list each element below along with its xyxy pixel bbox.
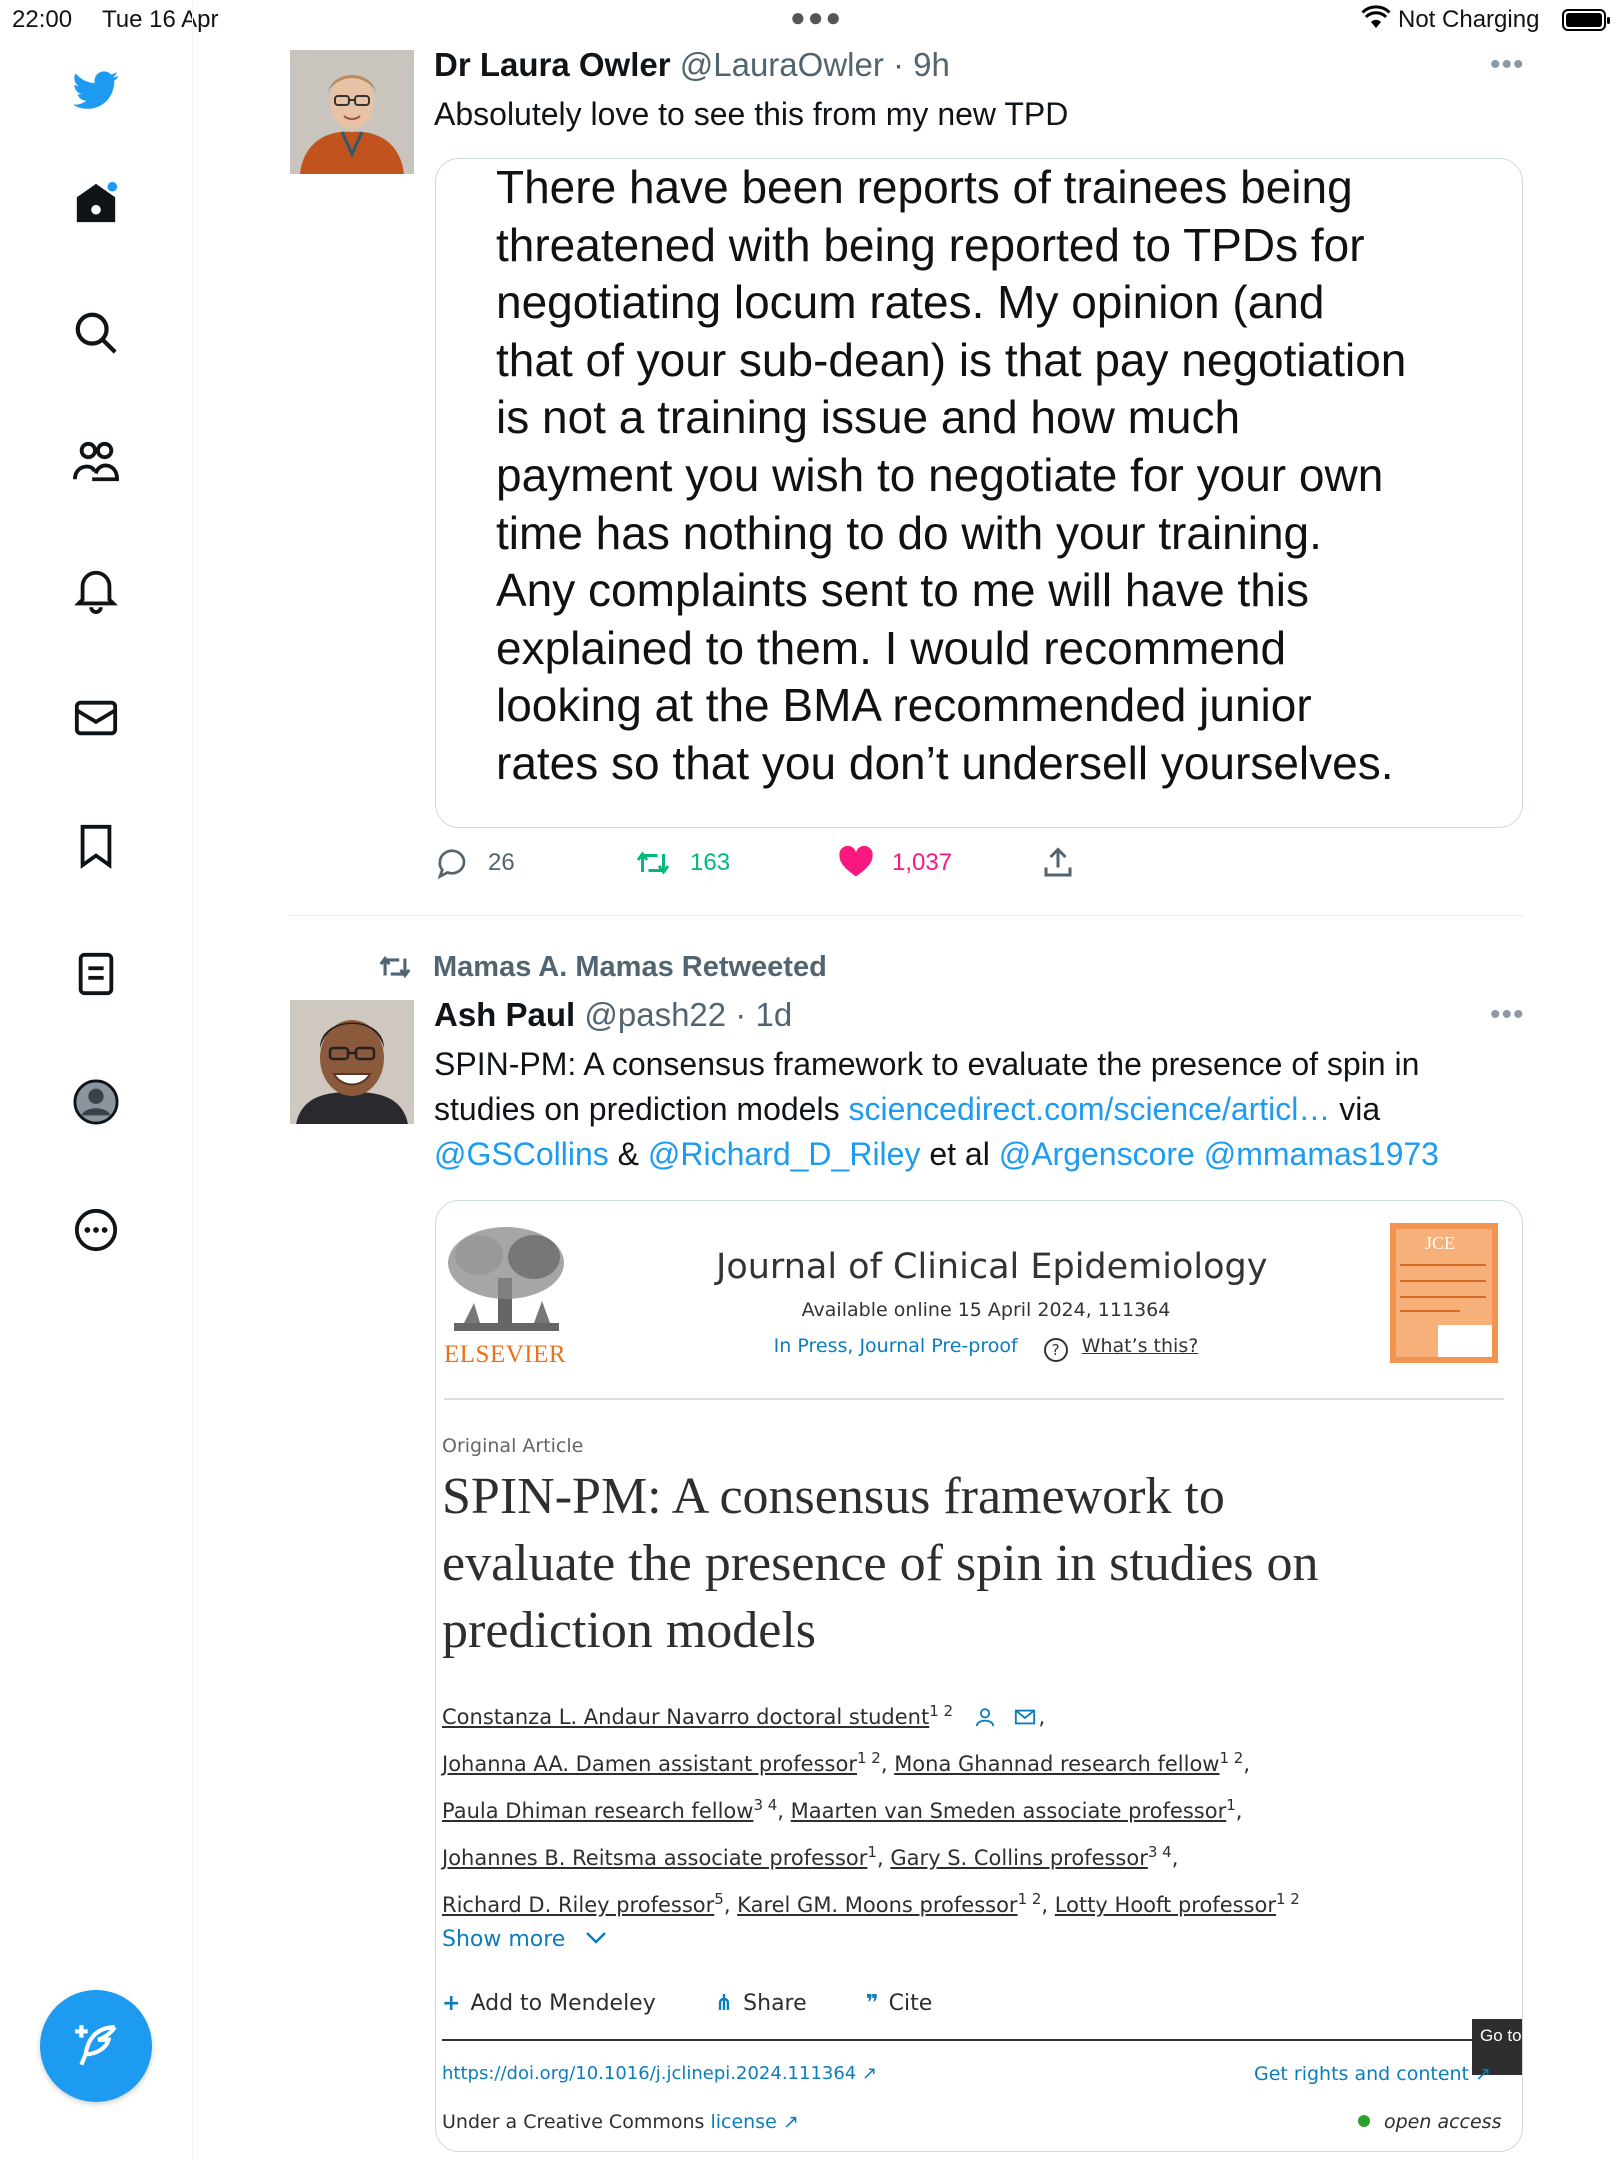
cc-text: Under a Creative Commons [442, 2111, 711, 2133]
tweet2-more-icon[interactable]: ••• [1490, 998, 1525, 1031]
open-access-dot-icon [1358, 2115, 1370, 2127]
tweet1-name[interactable]: Dr Laura Owler [434, 46, 671, 83]
author-affil: 5 [714, 1890, 724, 1908]
retweeted-by-banner[interactable] [375, 950, 827, 984]
author-email-icon [1012, 1706, 1038, 1728]
battery-icon [1562, 9, 1606, 31]
tweet2-name[interactable]: Ash Paul [434, 996, 576, 1033]
quote-line: negotiating locum rates. My opinion (and [496, 276, 1325, 329]
article-title-line: evaluate the presence of spin in studies on [442, 1535, 1319, 1592]
share-label: Share [743, 1991, 807, 2016]
author-name: Karel GM. Moons professor [737, 1893, 1018, 1917]
status-time: 22:00 [12, 6, 73, 33]
rights-link: Get rights and content ↗ [1254, 2063, 1491, 2085]
author-person-icon [972, 1706, 998, 1728]
author-list [442, 1691, 1300, 1926]
tweet1-actions [0, 845, 1620, 895]
quoted-statement [496, 159, 1496, 793]
retweeted-by-text[interactable]: Mamas A. Mamas Retweeted [433, 950, 827, 983]
elsevier-wordmark: ELSEVIER [444, 1341, 567, 1368]
author-affil: 1 2 [1017, 1890, 1042, 1908]
twitter-logo-icon[interactable] [66, 60, 126, 120]
show-more-label: Show more [442, 1927, 566, 1952]
author-affil: 1 2 [929, 1702, 954, 1720]
reply-icon [434, 845, 470, 881]
show-more-link [442, 1927, 608, 1952]
whats-this-link: What’s this? [1081, 1335, 1199, 1357]
author-affil: 1 2 [1219, 1749, 1244, 1767]
author-affil: 1 [1226, 1796, 1236, 1814]
tweet-divider [290, 915, 1523, 916]
sidebar [0, 0, 193, 2160]
wifi-icon [1362, 8, 1390, 37]
tools-divider [442, 2039, 1502, 2041]
author-name: Maarten van Smeden associate professor [790, 1799, 1227, 1823]
heart-filled-icon [838, 845, 874, 881]
header-divider [444, 1398, 1504, 1400]
article-tools [442, 1991, 984, 2016]
tweet2-image-article[interactable] [435, 1200, 1569, 2152]
doi-text: https://doi.org/10.1016/j.jclinepi.2024.111364 [442, 2063, 857, 2084]
author-line-4: Johannes B. Reitsma associate professor$^1$, Gary S. Collins professor$^{3 4}$, [442, 1843, 1179, 1870]
share-button[interactable] [1040, 845, 1076, 881]
cover-label: JCE [1424, 1233, 1456, 1253]
author-name: Lotty Hooft professor [1054, 1893, 1276, 1917]
tweet2-etal: et al [920, 1136, 999, 1172]
plus-icon: + [442, 1991, 461, 2016]
share-upload-icon [1040, 845, 1076, 881]
author-name: Mona Ghannad research fellow [894, 1752, 1220, 1776]
mention-mmamas1973[interactable]: @mmamas1973 [1203, 1136, 1439, 1172]
author-affil: 3 4 [753, 1796, 778, 1814]
author-name: Richard D. Riley professor [442, 1893, 715, 1917]
tweet2-line2-text: studies on prediction models [434, 1091, 849, 1127]
quote-line: rates so that you don’t undersell yourselves. [496, 736, 1394, 789]
quote-marks-icon: ❞ [865, 1991, 879, 2016]
reply-count: 26 [488, 849, 515, 876]
status-bar [0, 0, 1620, 40]
tweet2-author[interactable] [434, 996, 792, 1034]
question-mark-icon: ? [1044, 1338, 1068, 1362]
article-title-line: SPIN-PM: A consensus framework to [442, 1468, 1225, 1525]
retweet-icon [634, 845, 672, 881]
license-line: Under a Creative Commons license ↗ [442, 2111, 799, 2133]
quote-line: is not a training issue and how much [496, 391, 1241, 444]
author-affil: 3 4 [1147, 1843, 1172, 1861]
journal-available: Available online 15 April 2024, 111364 [801, 1299, 1171, 1321]
mention-argenscore[interactable]: @Argenscore [998, 1136, 1195, 1172]
like-count: 1,037 [892, 849, 953, 876]
tweet1-author[interactable] [434, 46, 950, 84]
article-link[interactable]: sciencedirect.com/science/articl… [848, 1091, 1331, 1127]
author-line-1: Constanza L. Andaur Navarro doctoral student$^{1 2}$ , [442, 1702, 1046, 1729]
article-title-line: prediction models [442, 1602, 817, 1659]
retweet-count: 163 [690, 849, 731, 876]
quote-line: threatened with being reported to TPDs for [496, 218, 1365, 271]
reply-button[interactable] [434, 845, 515, 881]
charging-status: Not Charging [1398, 6, 1540, 33]
avatar-laura-owler[interactable] [290, 50, 414, 174]
more-options-icon[interactable] [66, 1200, 126, 1260]
chevron-down-icon [584, 1930, 608, 1946]
go-to-sciencedirect-badge: Go to Scien [1472, 2019, 1522, 2075]
article-title [442, 1463, 1319, 1664]
tweet2-line2-end: via [1330, 1091, 1381, 1127]
messages-envelope-icon[interactable] [66, 688, 126, 748]
quote-line: There have been reports of trainees being [496, 161, 1353, 213]
lists-icon[interactable] [66, 944, 126, 1004]
share-nodes-icon: ⋔ [714, 1991, 734, 2016]
communities-icon[interactable] [66, 432, 126, 492]
like-button[interactable] [838, 845, 952, 881]
author-line-5: Richard D. Riley professor$^5$, Karel GM. Moons professor$^{1 2}$, Lotty Hooft professor$^{1 2}$ [442, 1890, 1300, 1917]
in-press-label: In Press, Journal Pre-proof [773, 1335, 1018, 1357]
open-access-badge [1358, 2111, 1501, 2133]
tweet1-image[interactable] [435, 158, 1523, 828]
add-mendeley-label: Add to Mendeley [470, 1991, 656, 2016]
quote-line: explained to them. I would recommend [496, 621, 1287, 674]
author-name: Paula Dhiman research fellow [442, 1799, 754, 1823]
article-type: Original Article [442, 1435, 584, 1457]
author-line-2: Johanna AA. Damen assistant professor$^{1 2}$, Mona Ghannad research fellow$^{1 2}$, [442, 1749, 1251, 1776]
journal-cover-thumbnail [1390, 1223, 1498, 1363]
retweet-button[interactable] [634, 845, 730, 881]
doi-link: https://doi.org/10.1016/j.jclinepi.2024.111364 ↗ [442, 2063, 878, 2084]
journal-title: Journal of Clinical Epidemiology [716, 1247, 1268, 1287]
retweet-icon [375, 950, 415, 984]
author-name: Gary S. Collins professor [890, 1846, 1148, 1870]
quote-line: payment you wish to negotiate for your own [496, 448, 1384, 501]
multitasking-dots-icon[interactable]: ●●● [790, 2, 844, 32]
author-affil: 1 2 [856, 1749, 881, 1767]
mention-richard-d-riley[interactable]: @Richard_D_Riley [647, 1136, 921, 1172]
quote-line: looking at the BMA recommended junior [496, 679, 1312, 732]
tweet1-handle[interactable]: @LauraOwler · 9h [679, 46, 950, 83]
tweet2-line3 [434, 1132, 1439, 1177]
author-name: Johanna AA. Damen assistant professor [442, 1752, 857, 1776]
author-name: Johannes B. Reitsma associate professor [442, 1846, 868, 1870]
author-name: Constanza L. Andaur Navarro doctoral student [442, 1705, 930, 1729]
license-link: license [710, 2111, 777, 2133]
compose-tweet-button[interactable] [40, 1990, 152, 2102]
feather-plus-icon [71, 2021, 121, 2071]
tweet2-text [434, 1042, 1439, 1177]
quote-line: time has nothing to do with your training. [496, 506, 1322, 559]
rights-text: Get rights and content [1254, 2063, 1470, 2085]
tweet1-more-icon[interactable]: ••• [1490, 48, 1525, 81]
mention-gscollins[interactable]: @GSCollins [434, 1136, 609, 1172]
notifications-bell-icon[interactable] [66, 560, 126, 620]
avatar-ash-paul[interactable] [290, 1000, 414, 1124]
tweet2-line1: SPIN-PM: A consensus framework to evaluate the presence of spin in [434, 1046, 1420, 1082]
author-line-3: Paula Dhiman research fellow$^{3 4}$, Maarten van Smeden associate professor$^1$, [442, 1796, 1243, 1823]
home-icon[interactable] [66, 173, 126, 233]
quote-line: Any complaints sent to me will have this [496, 564, 1310, 617]
tweet1-text: Absolutely love to see this from my new TPD [434, 96, 1069, 132]
tweet2-line2 [434, 1087, 1439, 1132]
open-access-label: open access [1384, 2111, 1502, 2133]
cite-label: Cite [888, 1991, 933, 2016]
elsevier-tree-logo [444, 1223, 569, 1338]
profile-avatar-icon[interactable] [66, 1072, 126, 1132]
status-date: Tue 16 Apr [102, 6, 219, 33]
tweet2-handle[interactable]: @pash22 · 1d [584, 996, 793, 1033]
search-icon[interactable] [66, 303, 126, 363]
author-affil: 1 2 [1275, 1890, 1300, 1908]
author-affil: 1 [867, 1843, 877, 1861]
quote-line: that of your sub-dean) is that pay negotiation [496, 333, 1407, 386]
journal-press [716, 1335, 1256, 1362]
tweet2-amp: & [608, 1136, 648, 1172]
